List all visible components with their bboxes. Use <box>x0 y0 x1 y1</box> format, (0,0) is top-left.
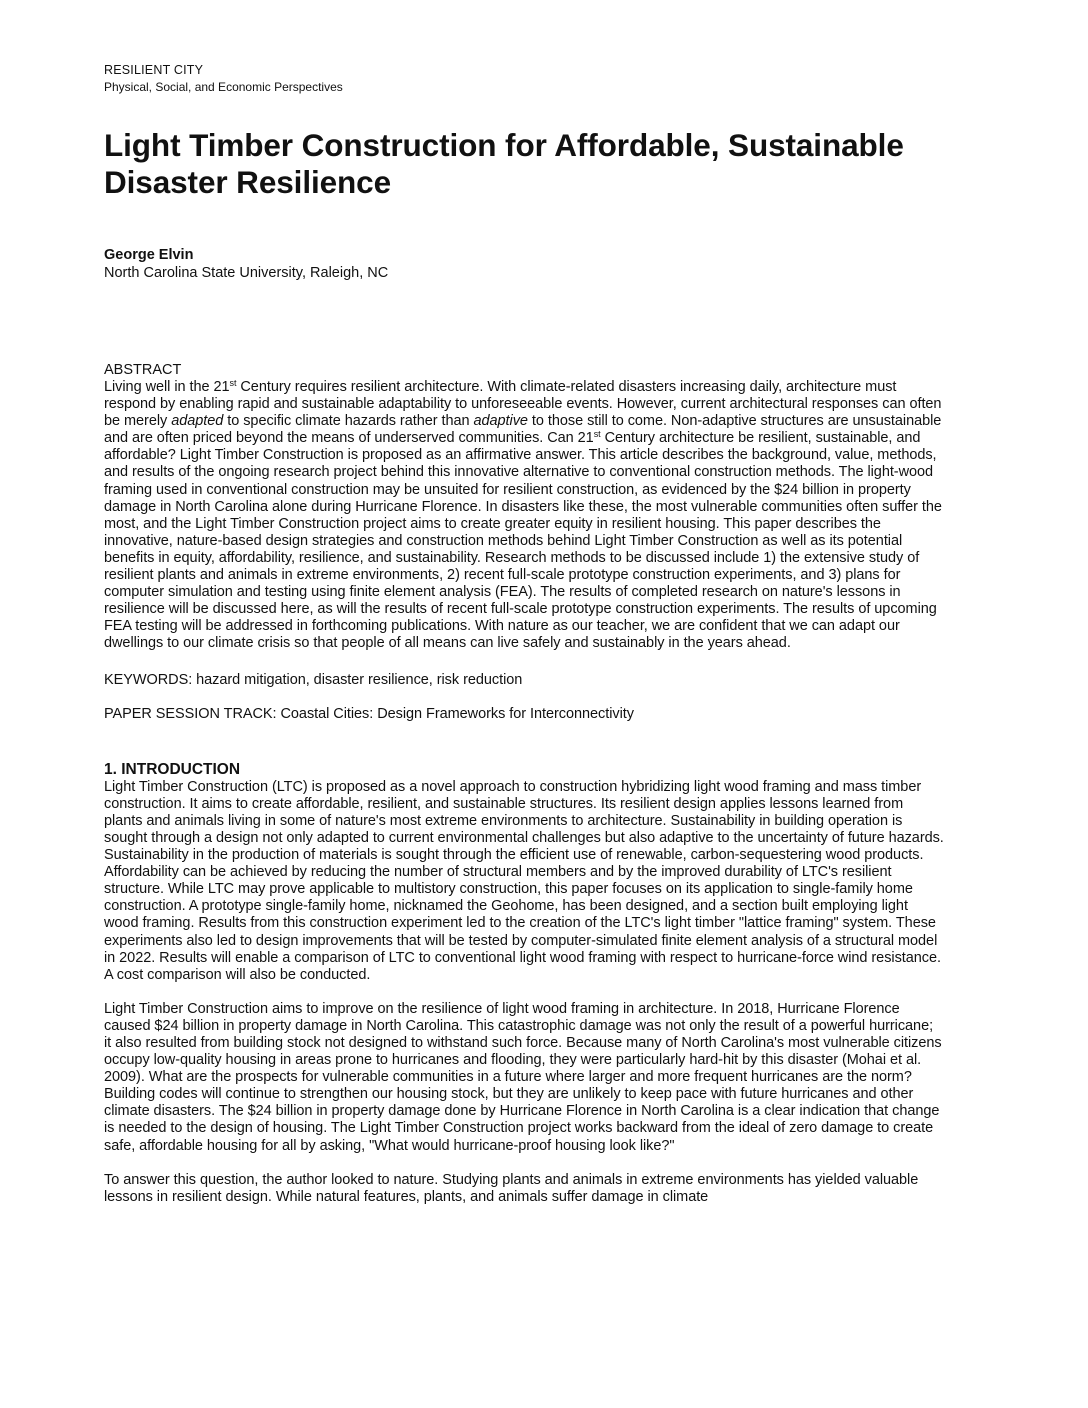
series-subtitle: Physical, Social, and Economic Perspectives <box>104 80 343 94</box>
author-affiliation: North Carolina State University, Raleigh, NC <box>104 265 389 281</box>
abstract-text-e: Century architecture be resilient, sustainable, and affordable? Light Timber Construction is proposed as an affirmative answer. This article describes the background, value, methods, and results of the ongoing research project behind this innovative alternative to conventional construction methods. The light-wood framing used in conventional construction may be unsuited for resilient construction, as evidenced by the $24 billion in property damage in North Carolina alone during Hurricane Florence. In disasters like these, the most vulnerable communities often suffer the most, and the Light Timber Construction project aims to create greater equity in resilient housing. This paper describes the innovative, nature-based design strategies and construction methods behind Light Timber Construction as well as its potential benefits in equity, affordability, resilience, and sustainability. Research methods to be discussed include 1) the extensive study of resilient plants and animals in extreme environments, 2) recent full-scale prototype construction experiments, and 3) plans for computer simulation and testing using finite element analysis (FEA). The results of completed research on nature's lessons in resilience will be discussed here, as will the results of recent full-scale prototype construction experiments. The results of upcoming FEA testing will be addressed in forthcoming publications. With nature as our teacher, we are confident that we can adapt our dwellings to our climate crisis so that people of all means can live safely and sustainably in the years ahead. <box>104 430 942 652</box>
paper-title-line-1: Light Timber Construction for Affordable, Sustainable <box>104 127 904 163</box>
session-track-line: PAPER SESSION TRACK: Coastal Cities: Design Frameworks for Interconnectivity <box>104 705 634 722</box>
abstract-text-c: to specific climate hazards rather than <box>223 413 474 430</box>
abstract-sup-2: st <box>593 429 601 440</box>
paper-page <box>104 62 944 1206</box>
section-heading-introduction: 1. INTRODUCTION <box>104 760 241 778</box>
series-title: RESILIENT CITY <box>104 63 204 77</box>
author-name: George Elvin <box>104 247 194 263</box>
keywords-line: KEYWORDS: hazard mitigation, disaster resilience, risk reduction <box>104 671 523 688</box>
abstract-emphasis-adapted: adapted <box>171 413 224 430</box>
intro-paragraph-1: Light Timber Construction (LTC) is proposed as a novel approach to construction hybridizing light wood framing and mass timber construction. It aims to create affordable, resilient, and sustainable structures. Its resilient design applies lessons learned from plants and animals living in some of nature's most extreme environments to architecture. Sustainability in building operation is sought through a design not only adapted to current environmental challenges but also adaptive to the uncertainty of future hazards. Sustainability in the production of materials is sought through the efficient use of renewable, carbon-sequestering wood products. Affordability can be achieved by reducing the number of structural members and by the improved durability of LTC's resilient structure. While LTC may prove applicable to multistory construction, this paper focuses on its application to single-family home construction. A prototype single-family home, nicknamed the Geohome, has been designed, and a section built employing light wood framing. Results from this construction experiment led to the creation of the LTC's light timber "lattice framing" system. These experiments also led to design improvements that will be tested by computer-simulated finite element analysis of a structural model in 2022. Results will enable a comparison of LTC to conventional light wood framing with respect to hurricane-force wind resistance. A cost comparison will also be conducted. <box>104 778 944 983</box>
intro-paragraph-2: Light Timber Construction aims to improve on the resilience of light wood framing in architecture. In 2018, Hurricane Florence caused $24 billion in property damage in North Carolina. This catastrophic damage was not only the result of a powerful hurricane; it also resulted from building stock not designed to withstand such force. Because many of North Carolina's most vulnerable citizens occupy low-quality housing in areas prone to hurricanes and flooding, they were particularly hard-hit by this disaster (Mohai et al. 2009). What are the prospects for vulnerable communities in a future where larger and more frequent hurricanes are the norm? Building codes will continue to strengthen our housing stock, but they are unlikely to keep pace with future hurricanes and other climate disasters. The $24 billion in property damage done by Hurricane Florence in North Carolina is a clear indication that change is needed to the design of housing. The Light Timber Construction project works backward from the ideal of zero damage to create safe, affordable housing for all by asking, "What would hurricane-proof housing look like?" <box>104 1000 942 1154</box>
paper-title <box>104 127 944 201</box>
abstract-sup-1: st <box>229 378 237 388</box>
intro-paragraph-3: To answer this question, the author looked to nature. Studying plants and animals in extreme environments has yielded valuable lessons in resilient design. While natural features, plants, and animals suffer damage in climate <box>104 1171 919 1205</box>
running-header <box>104 62 944 96</box>
abstract-emphasis-adaptive: adaptive <box>473 413 528 430</box>
abstract-text-b: Century requires resilient architecture. With climate-related disasters increasing daily, architecture must respond by enabling rapid and sustainable adaptability to unforeseeable events. However, current architectural responses can often be merely <box>104 379 942 430</box>
abstract-text-a: Living well in the 21 <box>104 379 230 395</box>
paper-title-line-2: Disaster Resilience <box>104 164 392 200</box>
abstract-paragraph <box>104 379 944 653</box>
abstract-text-d: to those still to come. Non-adaptive structures are unsustainable and are often priced beyond the means of underserved communities. Can 21 <box>104 413 942 447</box>
abstract-heading: ABSTRACT <box>104 362 182 378</box>
author-block <box>104 246 944 282</box>
